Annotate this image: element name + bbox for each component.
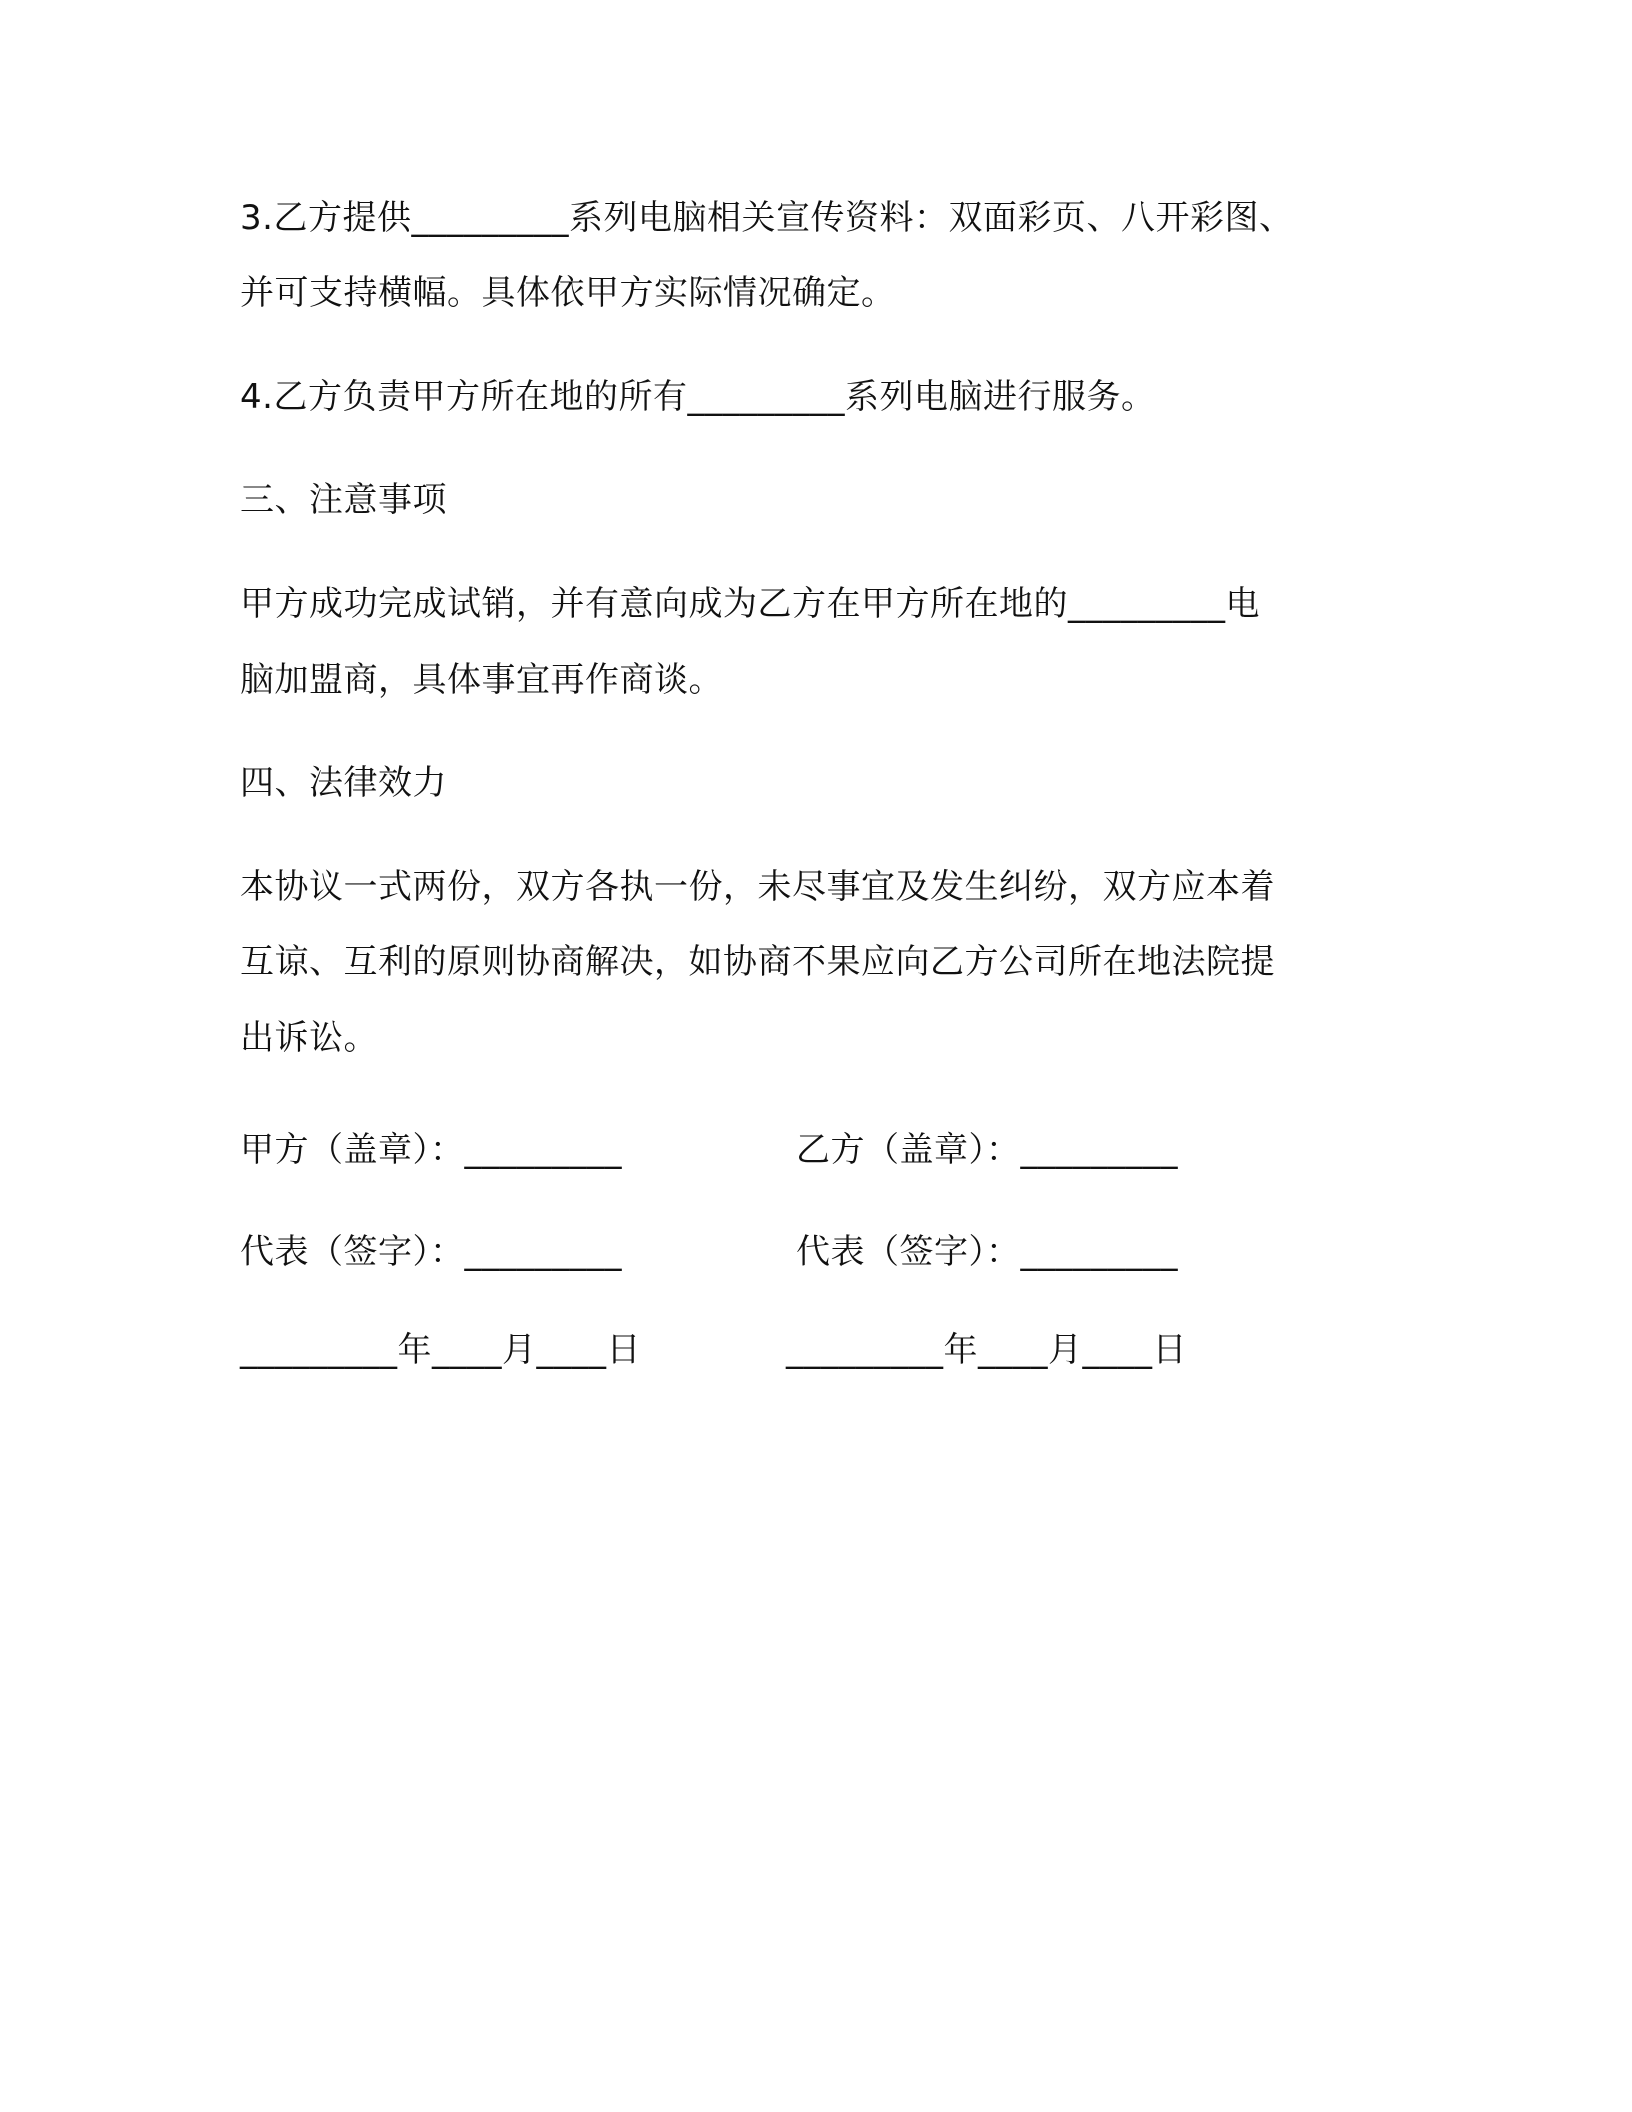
party-a-seal: 甲方（盖章）：_________: [240, 1130, 622, 1170]
item3-line2: 并可支持横幅。具体依甲方实际情况确定。: [240, 273, 896, 313]
section4-heading: 四、法律效力: [240, 763, 447, 803]
party-a-representative: 代表（签字）：_________: [240, 1232, 622, 1272]
section4-line1: 本协议一式两份，双方各执一份，未尽事宜及发生纠纷，双方应本着: [240, 867, 1275, 907]
item3-line1: 3.乙方提供_________系列电脑相关宣传资料：双面彩页、八开彩图、: [240, 198, 1294, 238]
section4-line3: 出诉讼。: [240, 1018, 378, 1058]
section4-line2: 互谅、互利的原则协商解决，如协商不果应向乙方公司所在地法院提: [240, 942, 1275, 982]
party-a-date: _________年____月____日: [240, 1330, 641, 1370]
section3-heading: 三、注意事项: [240, 480, 447, 520]
party-b-seal: 乙方（盖章）：_________: [796, 1130, 1178, 1170]
section3-line1: 甲方成功完成试销，并有意向成为乙方在甲方所在地的_________电: [240, 584, 1260, 624]
section3-line2: 脑加盟商，具体事宜再作商谈。: [240, 660, 723, 700]
party-b-date: _________年____月____日: [786, 1330, 1187, 1370]
party-b-representative: 代表（签字）：_________: [796, 1232, 1178, 1272]
item4-line1: 4.乙方负责甲方所在地的所有_________系列电脑进行服务。: [240, 377, 1156, 417]
